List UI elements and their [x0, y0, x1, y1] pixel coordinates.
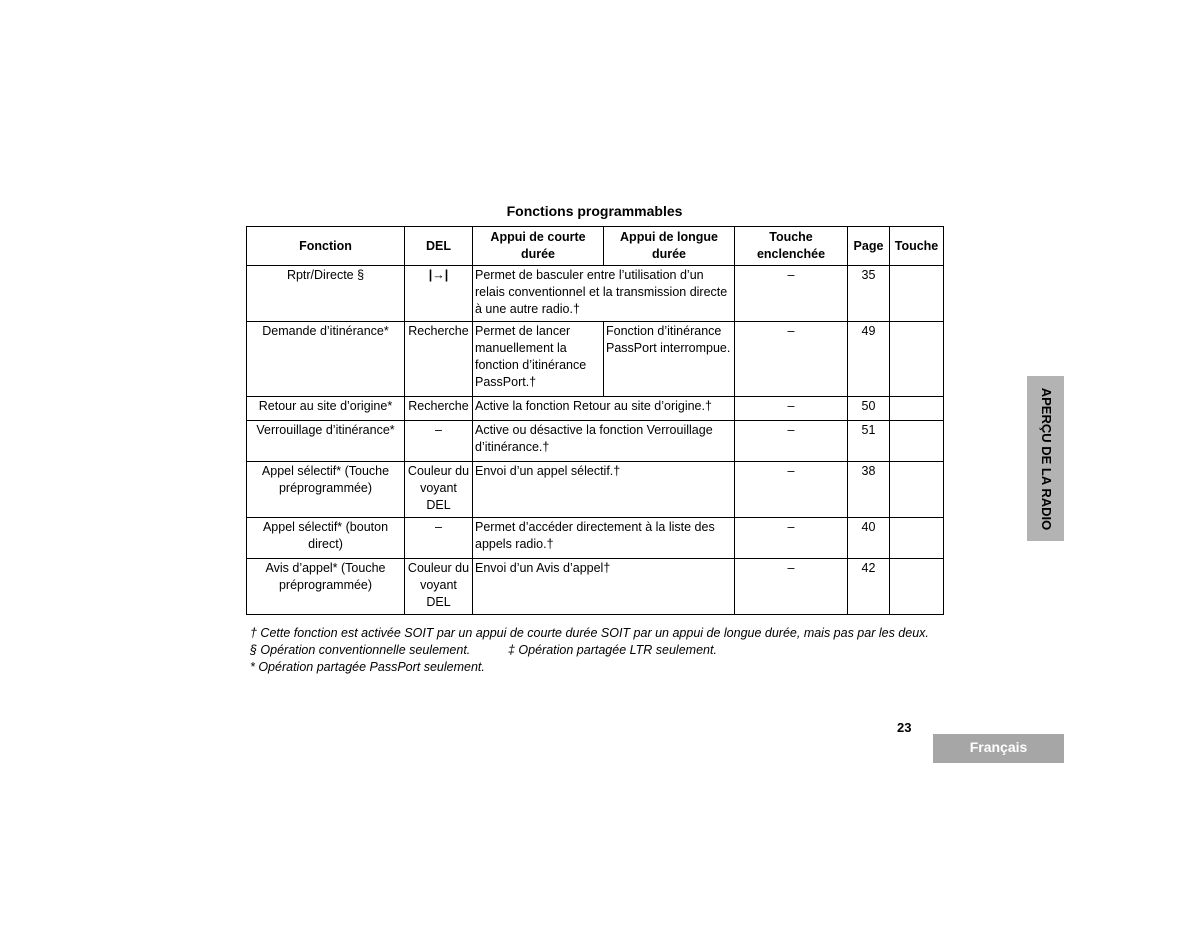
functions-table	[246, 226, 944, 615]
cell-fonction: Demande d’itinérance*	[247, 322, 405, 397]
cell-del: Recherche	[405, 397, 473, 421]
cell-del: |→|	[405, 266, 473, 322]
cell-courte: Permet de basculer entre l’utilisation d’un relais conventionnel et la transmission directe à une autre radio.†	[473, 266, 735, 322]
cell-del: Couleur du voyant DEL	[405, 462, 473, 518]
footnote-section: § Opération conventionnelle seulement.	[250, 643, 471, 657]
table-row	[247, 559, 944, 615]
cell-courte: Envoi d’un appel sélectif.†	[473, 462, 735, 518]
header-touche: Touche	[890, 227, 944, 266]
header-enclenchee: Touche enclenchée	[735, 227, 848, 266]
cell-enclenchee: –	[735, 462, 848, 518]
cell-enclenchee: –	[735, 518, 848, 559]
cell-touche	[890, 462, 944, 518]
cell-del: Recherche	[405, 322, 473, 397]
cell-courte: Permet d’accéder directement à la liste des appels radio.†	[473, 518, 735, 559]
cell-enclenchee: –	[735, 397, 848, 421]
language-tab: Français	[933, 734, 1064, 763]
cell-touche	[890, 266, 944, 322]
cell-courte: Active la fonction Retour au site d’origine.†	[473, 397, 735, 421]
cell-page: 51	[848, 421, 890, 462]
cell-enclenchee: –	[735, 421, 848, 462]
footnotes	[250, 625, 950, 676]
cell-page: 50	[848, 397, 890, 421]
header-courte: Appui de courte durée	[473, 227, 604, 266]
cell-longue: Fonction d’itinérance PassPort interrompue.	[604, 322, 735, 397]
section-side-tab	[1027, 376, 1064, 541]
header-fonction: Fonction	[247, 227, 405, 266]
table-row	[247, 462, 944, 518]
cell-fonction: Appel sélectif* (bouton direct)	[247, 518, 405, 559]
cell-enclenchee: –	[735, 559, 848, 615]
footnote-dagger: † Cette fonction est activée SOIT par un appui de courte durée SOIT par un appui de longue durée, mais pas par les deux.	[250, 626, 929, 640]
cell-touche	[890, 559, 944, 615]
cell-touche	[890, 322, 944, 397]
cell-fonction: Appel sélectif* (Touche préprogrammée)	[247, 462, 405, 518]
table-header-row	[247, 227, 944, 266]
header-del: DEL	[405, 227, 473, 266]
cell-courte: Active ou désactive la fonction Verrouillage d’itinérance.†	[473, 421, 735, 462]
cell-del: Couleur du voyant DEL	[405, 559, 473, 615]
table-row	[247, 397, 944, 421]
table-row	[247, 322, 944, 397]
cell-page: 42	[848, 559, 890, 615]
cell-courte: Envoi d’un Avis d’appel†	[473, 559, 735, 615]
cell-del: –	[405, 518, 473, 559]
cell-fonction: Avis d’appel* (Touche préprogrammée)	[247, 559, 405, 615]
header-page: Page	[848, 227, 890, 266]
table-row	[247, 518, 944, 559]
cell-page: 38	[848, 462, 890, 518]
cell-fonction: Retour au site d’origine*	[247, 397, 405, 421]
cell-page: 49	[848, 322, 890, 397]
cell-page: 40	[848, 518, 890, 559]
table-title: Fonctions programmables	[506, 203, 683, 219]
cell-enclenchee: –	[735, 322, 848, 397]
cell-touche	[890, 397, 944, 421]
cell-del: –	[405, 421, 473, 462]
page-number: 23	[897, 720, 912, 735]
table-row	[247, 421, 944, 462]
cell-touche	[890, 518, 944, 559]
side-tab-label: APERÇU DE LA RADIO	[1038, 387, 1054, 530]
cell-fonction: Rptr/Directe §	[247, 266, 405, 322]
cell-page: 35	[848, 266, 890, 322]
cell-touche	[890, 421, 944, 462]
cell-enclenchee: –	[735, 266, 848, 322]
cell-fonction: Verrouillage d’itinérance*	[247, 421, 405, 462]
table-row	[247, 266, 944, 322]
header-longue: Appui de longue durée	[604, 227, 735, 266]
footnote-double-dagger: ‡ Opération partagée LTR seulement.	[508, 643, 717, 657]
cell-courte: Permet de lancer manuellement la fonction d’itinérance PassPort.†	[473, 322, 604, 397]
footnote-star: * Opération partagée PassPort seulement.	[250, 660, 485, 674]
